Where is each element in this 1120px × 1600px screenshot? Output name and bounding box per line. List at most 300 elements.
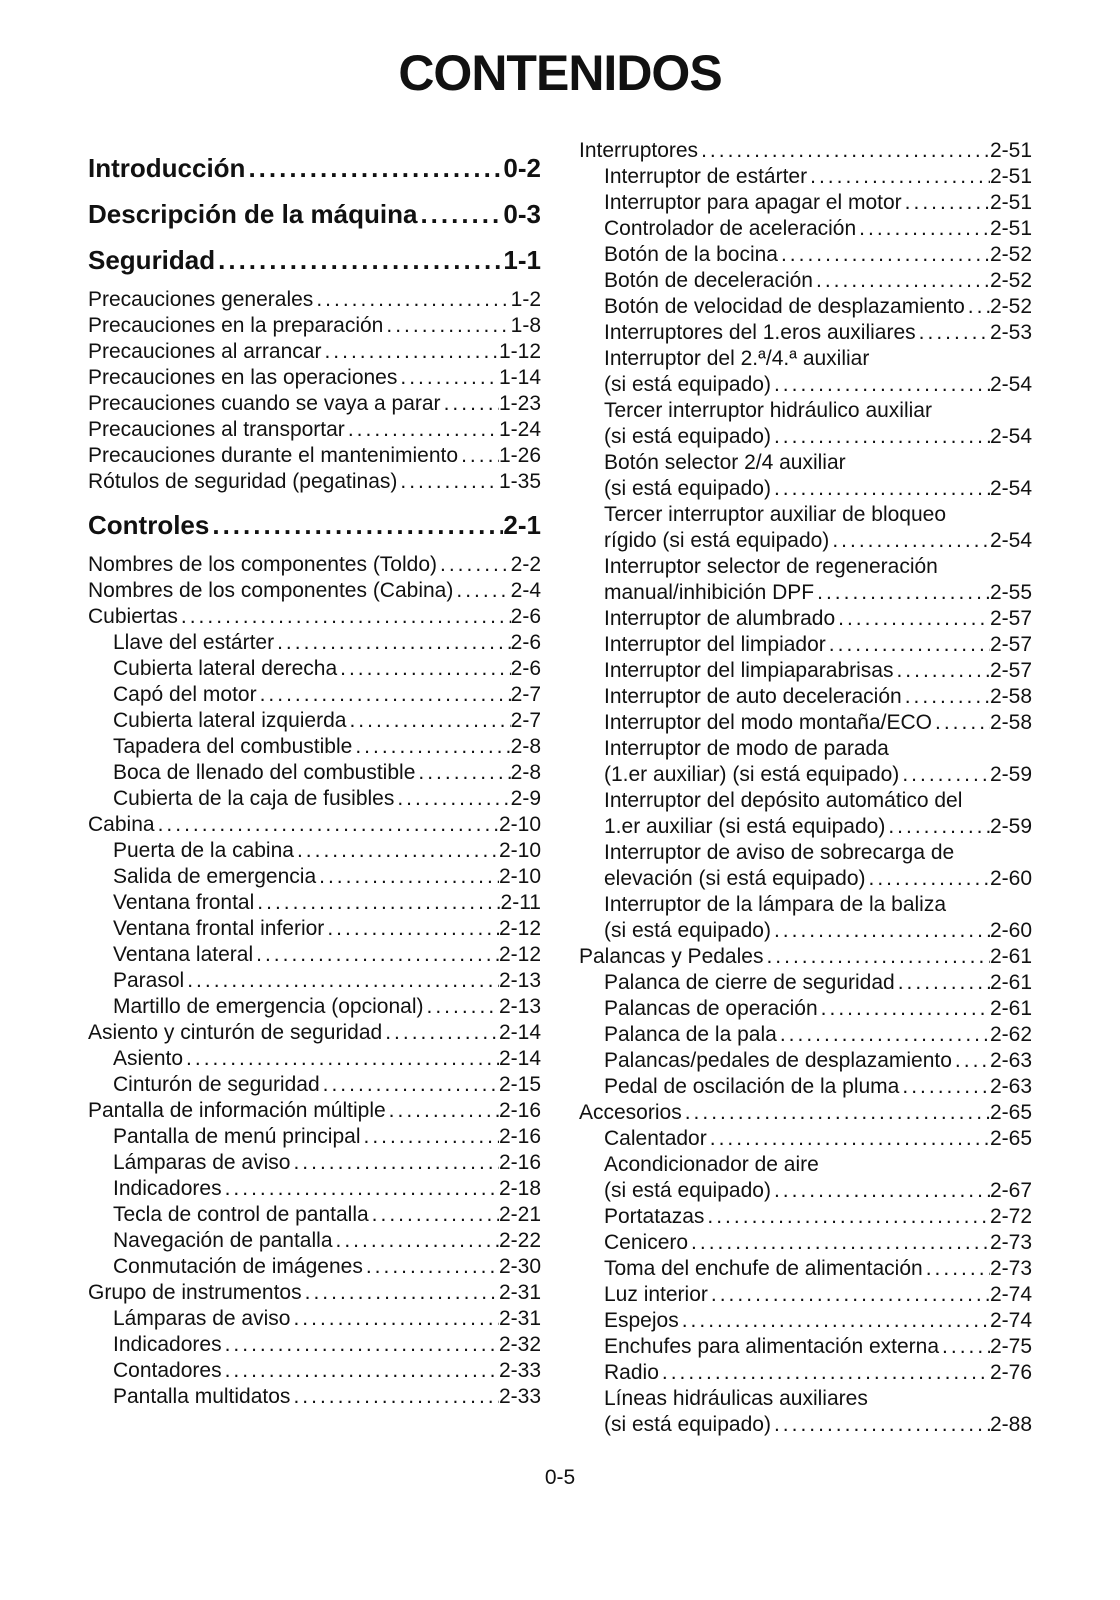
entry-label: Tapadera del combustible [113, 735, 353, 758]
entry-page-number: 2-53 [989, 321, 1032, 344]
entry-page-number: 2-10 [498, 839, 541, 862]
entry-label: manual/inhibición DPF [604, 581, 815, 604]
dot-leader [923, 1256, 990, 1282]
entry-page-number: 2-67 [989, 1179, 1032, 1202]
toc-subentry [579, 840, 1032, 866]
toc-subentry [579, 294, 1032, 320]
toc-subentry [88, 864, 541, 890]
entry-label: Interruptor de la lámpara de la baliza [604, 893, 947, 916]
entry-label: Luz interior [604, 1283, 708, 1306]
entry-page-number: 2-88 [989, 1413, 1032, 1436]
toc-entry [88, 313, 541, 339]
toc-subentry-continuation [579, 424, 1032, 450]
toc-subentry [88, 838, 541, 864]
entry-label: Palanca de cierre de seguridad [604, 971, 895, 994]
entry-label: Ventana frontal inferior [113, 917, 325, 940]
dot-leader [899, 1074, 990, 1100]
entry-label: Interruptor del limpiaparabrisas [604, 659, 894, 682]
toc-subentry [579, 1334, 1032, 1360]
toc-subentry [579, 892, 1032, 918]
entry-page-number: 1-23 [498, 392, 541, 415]
dot-leader [324, 916, 499, 942]
entry-page-number: 2-73 [989, 1257, 1032, 1280]
entry-page-number: 2-57 [989, 633, 1032, 656]
entry-label: Botón de velocidad de desplazamiento [604, 295, 965, 318]
entry-label: Palancas y Pedales [579, 945, 764, 968]
dot-leader [437, 552, 511, 578]
dot-leader [155, 812, 499, 838]
entry-page-number: 2-16 [498, 1125, 541, 1148]
entry-label: Enchufes para alimentación externa [604, 1335, 940, 1358]
entry-page-number: 2-55 [989, 581, 1032, 604]
entry-label: Precauciones en las operaciones [88, 366, 398, 389]
toc-subentry-continuation [579, 762, 1032, 788]
toc-subentry [579, 736, 1032, 762]
entry-page-number: 1-14 [498, 366, 541, 389]
entry-label: Interruptor del 2.ª/4.ª auxiliar [604, 347, 870, 370]
dot-leader [902, 684, 990, 710]
dot-leader [856, 216, 990, 242]
toc-subentry [88, 1150, 541, 1176]
entry-label: Cubierta de la caja de fusibles [113, 787, 395, 810]
toc-subentry [579, 632, 1032, 658]
toc-section-heading [88, 153, 541, 184]
dot-leader [386, 1098, 499, 1124]
dot-leader [313, 287, 510, 313]
entry-page-number: 2-60 [989, 919, 1032, 942]
entry-label: Asiento y cinturón de seguridad [88, 1021, 383, 1044]
dot-leader [345, 417, 499, 443]
entry-label: Calentador [604, 1127, 707, 1150]
toc-subentry [88, 734, 541, 760]
dot-leader [290, 1384, 499, 1410]
dot-leader [333, 1228, 499, 1254]
toc-subentry-continuation [579, 476, 1032, 502]
toc-subentry [579, 1360, 1032, 1386]
toc-subentry [88, 1332, 541, 1358]
entry-page-number: 2-22 [498, 1229, 541, 1252]
dot-leader [321, 339, 499, 365]
entry-page-number: 2-54 [989, 373, 1032, 396]
entry-page-number: 2-57 [989, 659, 1032, 682]
toc-subentry [88, 1254, 541, 1280]
entry-label: Portatazas [604, 1205, 705, 1228]
entry-label: Cenicero [604, 1231, 689, 1254]
entry-page-number: 2-58 [989, 685, 1032, 708]
entry-page-number: 1-26 [498, 444, 541, 467]
entry-page-number: 2-33 [498, 1359, 541, 1382]
toc-subentry [88, 708, 541, 734]
entry-page-number: 2-16 [498, 1099, 541, 1122]
entry-label: Botón de deceleración [604, 269, 813, 292]
entry-page-number: 2-16 [498, 1151, 541, 1174]
toc-subentry [579, 554, 1032, 580]
dot-leader [369, 1202, 499, 1228]
toc-subentry [579, 1048, 1032, 1074]
toc-subentry [579, 1022, 1032, 1048]
toc-entry [579, 944, 1032, 970]
entry-label: elevación (si está equipado) [604, 867, 866, 890]
dot-leader [458, 443, 499, 469]
entry-label: Precauciones generales [88, 288, 314, 311]
entry-label: Precauciones al transportar [88, 418, 345, 441]
toc-entry [88, 391, 541, 417]
entry-label: Contadores [113, 1359, 222, 1382]
toc-subentry [88, 630, 541, 656]
toc-subentry [579, 1126, 1032, 1152]
entry-label: Descripción de la máquina [88, 199, 418, 229]
entry-label: Precauciones durante el mantenimiento [88, 444, 459, 467]
entry-label: Pantalla de menú principal [113, 1125, 361, 1148]
dot-leader [707, 1126, 990, 1152]
toc-subentry [88, 916, 541, 942]
entry-page-number: 1-2 [510, 288, 541, 311]
dot-leader [932, 710, 990, 736]
entry-page-number: 2-13 [498, 969, 541, 992]
dot-leader [814, 580, 990, 606]
toc-entry [579, 138, 1032, 164]
toc-entry [88, 812, 541, 838]
entry-label: Palancas de operación [604, 997, 818, 1020]
entry-page-number: 1-12 [498, 340, 541, 363]
entry-label: Tercer interruptor hidráulico auxiliar [604, 399, 932, 422]
toc-subentry [579, 684, 1032, 710]
entry-page-number: 2-74 [989, 1309, 1032, 1332]
dot-leader [771, 1178, 990, 1204]
entry-page-number: 2-18 [498, 1177, 541, 1200]
entry-page-number: 2-52 [989, 269, 1032, 292]
dot-leader [290, 1306, 499, 1332]
entry-page-number: 2-61 [989, 971, 1032, 994]
dot-leader [952, 1048, 990, 1074]
entry-label: Accesorios [579, 1101, 682, 1124]
entry-label: rígido (si está equipado) [604, 529, 830, 552]
entry-label: Precauciones cuando se vaya a parar [88, 392, 441, 415]
toc-subentry-continuation [579, 918, 1032, 944]
entry-label: Interruptor de auto deceleración [604, 685, 902, 708]
dot-leader [771, 424, 990, 450]
dot-leader [829, 528, 990, 554]
entry-page-number: 2-9 [510, 787, 541, 810]
dot-leader [916, 320, 990, 346]
toc-subentry [88, 656, 541, 682]
entry-label: Pantalla de información múltiple [88, 1099, 386, 1122]
entry-page-number: 0-3 [503, 199, 541, 229]
toc-subentry [579, 320, 1032, 346]
toc-subentry [88, 1072, 541, 1098]
toc-subentry [88, 1046, 541, 1072]
toc-subentry [579, 970, 1032, 996]
entry-page-number: 2-14 [498, 1021, 541, 1044]
toc-section-heading [88, 245, 541, 276]
entry-page-number: 2-74 [989, 1283, 1032, 1306]
entry-page-number: 2-54 [989, 529, 1032, 552]
entry-page-number: 2-13 [498, 995, 541, 1018]
entry-label: Acondicionador de aire [604, 1153, 819, 1176]
entry-label: Salida de emergencia [113, 865, 317, 888]
entry-page-number: 2-51 [989, 217, 1032, 240]
toc-subentry-continuation [579, 528, 1032, 554]
entry-page-number: 2-58 [989, 711, 1032, 734]
toc-subentry [579, 450, 1032, 476]
toc-subentry [579, 1308, 1032, 1334]
entry-label: Grupo de instrumentos [88, 1281, 302, 1304]
entry-label: Introducción [88, 153, 246, 183]
dot-leader [893, 658, 990, 684]
entry-page-number: 2-63 [989, 1049, 1032, 1072]
entry-label: Pedal de oscilación de la pluma [604, 1075, 900, 1098]
entry-page-number: 2-15 [498, 1073, 541, 1096]
toc-section-heading [88, 199, 541, 230]
dot-leader [807, 164, 990, 190]
dot-leader [337, 656, 511, 682]
entry-label: Botón selector 2/4 auxiliar [604, 451, 846, 474]
entry-page-number: 2-2 [510, 553, 541, 576]
entry-label: Palanca de la pala [604, 1023, 777, 1046]
toc-entry [88, 1098, 541, 1124]
entry-label: Asiento [113, 1047, 184, 1070]
dot-leader [222, 1358, 499, 1384]
entry-page-number: 2-6 [510, 657, 541, 680]
entry-label: Seguridad [88, 245, 216, 275]
dot-leader [835, 606, 990, 632]
dot-leader [771, 918, 990, 944]
entry-page-number: 2-51 [989, 165, 1032, 188]
dot-leader [441, 391, 499, 417]
toc-subentry [88, 1384, 541, 1410]
entry-label: Cubiertas [88, 605, 178, 628]
entry-label: Puerta de la cabina [113, 839, 294, 862]
dot-leader [813, 268, 990, 294]
entry-label: Controlador de aceleración [604, 217, 857, 240]
entry-label: Controles [88, 510, 210, 540]
toc-subentry [88, 1228, 541, 1254]
dot-leader [320, 1072, 499, 1098]
toc-entry [88, 578, 541, 604]
toc-subentry [579, 1074, 1032, 1100]
toc-subentry-continuation [579, 580, 1032, 606]
entry-label: Navegación de pantalla [113, 1229, 333, 1252]
entry-label: Llave del estárter [113, 631, 275, 654]
toc-subentry [579, 242, 1032, 268]
toc-subentry [579, 1386, 1032, 1412]
entry-page-number: 2-33 [498, 1385, 541, 1408]
entry-page-number: 2-60 [989, 867, 1032, 890]
toc-entry [579, 1100, 1032, 1126]
entry-label: Lámparas de aviso [113, 1307, 291, 1330]
toc-entry [88, 1280, 541, 1306]
entry-page-number: 2-8 [510, 735, 541, 758]
toc-subentry [579, 502, 1032, 528]
entry-label: Capó del motor [113, 683, 257, 706]
toc-subentry [88, 786, 541, 812]
toc-subentry-continuation [579, 372, 1032, 398]
entry-page-number: 2-59 [989, 815, 1032, 838]
dot-leader [866, 866, 990, 892]
entry-label: Lámparas de aviso [113, 1151, 291, 1174]
entry-page-number: 2-54 [989, 477, 1032, 500]
entry-page-number: 2-51 [989, 139, 1032, 162]
entry-label: Ventana lateral [113, 943, 254, 966]
entry-page-number: 2-7 [510, 709, 541, 732]
dot-leader [290, 1150, 499, 1176]
entry-label: Boca de llenado del combustible [113, 761, 416, 784]
toc-subentry [579, 1230, 1032, 1256]
toc-entry [88, 365, 541, 391]
entry-label: Cabina [88, 813, 155, 836]
toc-subentry [579, 398, 1032, 424]
toc-entry [88, 1020, 541, 1046]
toc-subentry [579, 658, 1032, 684]
entry-page-number: 2-6 [510, 631, 541, 654]
dot-leader [245, 153, 503, 184]
dot-leader [417, 199, 503, 230]
toc-subentry [88, 1176, 541, 1202]
toc-subentry [579, 996, 1032, 1022]
dot-leader [383, 313, 510, 339]
dot-leader [902, 190, 990, 216]
dot-leader [763, 944, 990, 970]
entry-label: Toma del enchufe de alimentación [604, 1257, 923, 1280]
entry-label: Interruptor de alumbrado [604, 607, 836, 630]
dot-leader [778, 242, 990, 268]
toc-subentry-continuation [579, 814, 1032, 840]
entry-page-number: 2-65 [989, 1127, 1032, 1150]
entry-label: Precauciones al arrancar [88, 340, 322, 363]
dot-leader [895, 970, 990, 996]
toc-section-heading [88, 510, 541, 541]
toc-subentry [579, 164, 1032, 190]
dot-leader [361, 1124, 499, 1150]
entry-label: Radio [604, 1361, 659, 1384]
entry-page-number: 2-7 [510, 683, 541, 706]
entry-label: Interruptor de estárter [604, 165, 808, 188]
toc-subentry [579, 606, 1032, 632]
dot-leader [688, 1230, 990, 1256]
entry-page-number: 2-65 [989, 1101, 1032, 1124]
dot-leader [397, 365, 499, 391]
entry-page-number: 2-30 [498, 1255, 541, 1278]
footer-page-number: 0-5 [544, 1466, 576, 1489]
toc-subentry [579, 1152, 1032, 1178]
dot-leader [382, 1020, 499, 1046]
dot-leader [939, 1334, 990, 1360]
entry-label: Interruptor selector de regeneración [604, 555, 938, 578]
entry-page-number: 2-63 [989, 1075, 1032, 1098]
toc-entry [88, 469, 541, 495]
entry-page-number: 2-11 [500, 891, 541, 914]
toc-columns [88, 138, 1032, 1438]
toc-subentry [579, 1282, 1032, 1308]
toc-subentry [579, 1204, 1032, 1230]
entry-label: Indicadores [113, 1177, 222, 1200]
toc-column [579, 138, 1032, 1438]
entry-page-number: 2-31 [498, 1281, 541, 1304]
entry-label: Precauciones en la preparación [88, 314, 384, 337]
entry-page-number: 0-2 [503, 153, 541, 183]
toc-entry [88, 287, 541, 313]
entry-page-number: 2-61 [989, 997, 1032, 1020]
entry-page-number: 2-10 [498, 865, 541, 888]
dot-leader [682, 1100, 990, 1126]
toc-subentry [88, 1306, 541, 1332]
dot-leader [257, 682, 511, 708]
toc-column [88, 138, 541, 1438]
dot-leader [826, 632, 990, 658]
toc-subentry [88, 968, 541, 994]
dot-leader [184, 968, 499, 994]
dot-leader [274, 630, 511, 656]
entry-label: Botón de la bocina [604, 243, 778, 266]
dot-leader [183, 1046, 499, 1072]
entry-label: Tecla de control de pantalla [113, 1203, 369, 1226]
entry-page-number: 1-35 [498, 470, 541, 493]
entry-page-number: 1-8 [510, 314, 541, 337]
toc-entry [88, 417, 541, 443]
entry-label: Interruptor del modo montaña/ECO [604, 711, 933, 734]
toc-subentry [579, 346, 1032, 372]
entry-label: Cubierta lateral derecha [113, 657, 338, 680]
dot-leader [215, 245, 503, 276]
dot-leader [777, 1022, 990, 1048]
entry-page-number: 2-76 [989, 1361, 1032, 1384]
toc-entry [88, 339, 541, 365]
dot-leader [771, 372, 990, 398]
entry-label: (1.er auxiliar) (si está equipado) [604, 763, 900, 786]
entry-label: Rótulos de seguridad (pegatinas) [88, 470, 398, 493]
dot-leader [363, 1254, 499, 1280]
entry-label: Conmutación de imágenes [113, 1255, 363, 1278]
toc-subentry-continuation [579, 1178, 1032, 1204]
entry-page-number: 2-62 [989, 1023, 1032, 1046]
entry-page-number: 1-1 [503, 245, 541, 275]
dot-leader [899, 762, 990, 788]
entry-label: (si está equipado) [604, 373, 771, 396]
entry-label: (si está equipado) [604, 919, 771, 942]
dot-leader [346, 708, 510, 734]
entry-page-number: 1-24 [498, 418, 541, 441]
entry-page-number: 2-32 [498, 1333, 541, 1356]
entry-page-number: 2-21 [498, 1203, 541, 1226]
toc-subentry [88, 1358, 541, 1384]
entry-page-number: 2-75 [989, 1335, 1032, 1358]
dot-leader [423, 994, 498, 1020]
entry-label: Cinturón de seguridad [113, 1073, 320, 1096]
dot-leader [254, 890, 500, 916]
toc-subentry [579, 216, 1032, 242]
page-title: CONTENIDOS [398, 45, 722, 101]
toc-subentry [579, 268, 1032, 294]
entry-page-number: 2-57 [989, 607, 1032, 630]
entry-label: Martillo de emergencia (opcional) [113, 995, 424, 1018]
dot-leader [352, 734, 510, 760]
entry-page-number: 2-14 [498, 1047, 541, 1070]
entry-label: Parasol [113, 969, 185, 992]
toc-subentry [88, 994, 541, 1020]
toc-entry [88, 604, 541, 630]
dot-leader [178, 604, 511, 630]
entry-page-number: 2-8 [510, 761, 541, 784]
entry-label: Nombres de los componentes (Cabina) [88, 579, 454, 602]
toc-subentry [88, 760, 541, 786]
entry-label: Interruptor del depósito automático del [604, 789, 963, 812]
entry-page-number: 2-51 [989, 191, 1032, 214]
dot-leader [397, 469, 499, 495]
entry-label: Indicadores [113, 1333, 222, 1356]
entry-page-number: 2-1 [503, 510, 541, 540]
entry-label: 1.er auxiliar (si está equipado) [604, 815, 886, 838]
toc-subentry [579, 190, 1032, 216]
